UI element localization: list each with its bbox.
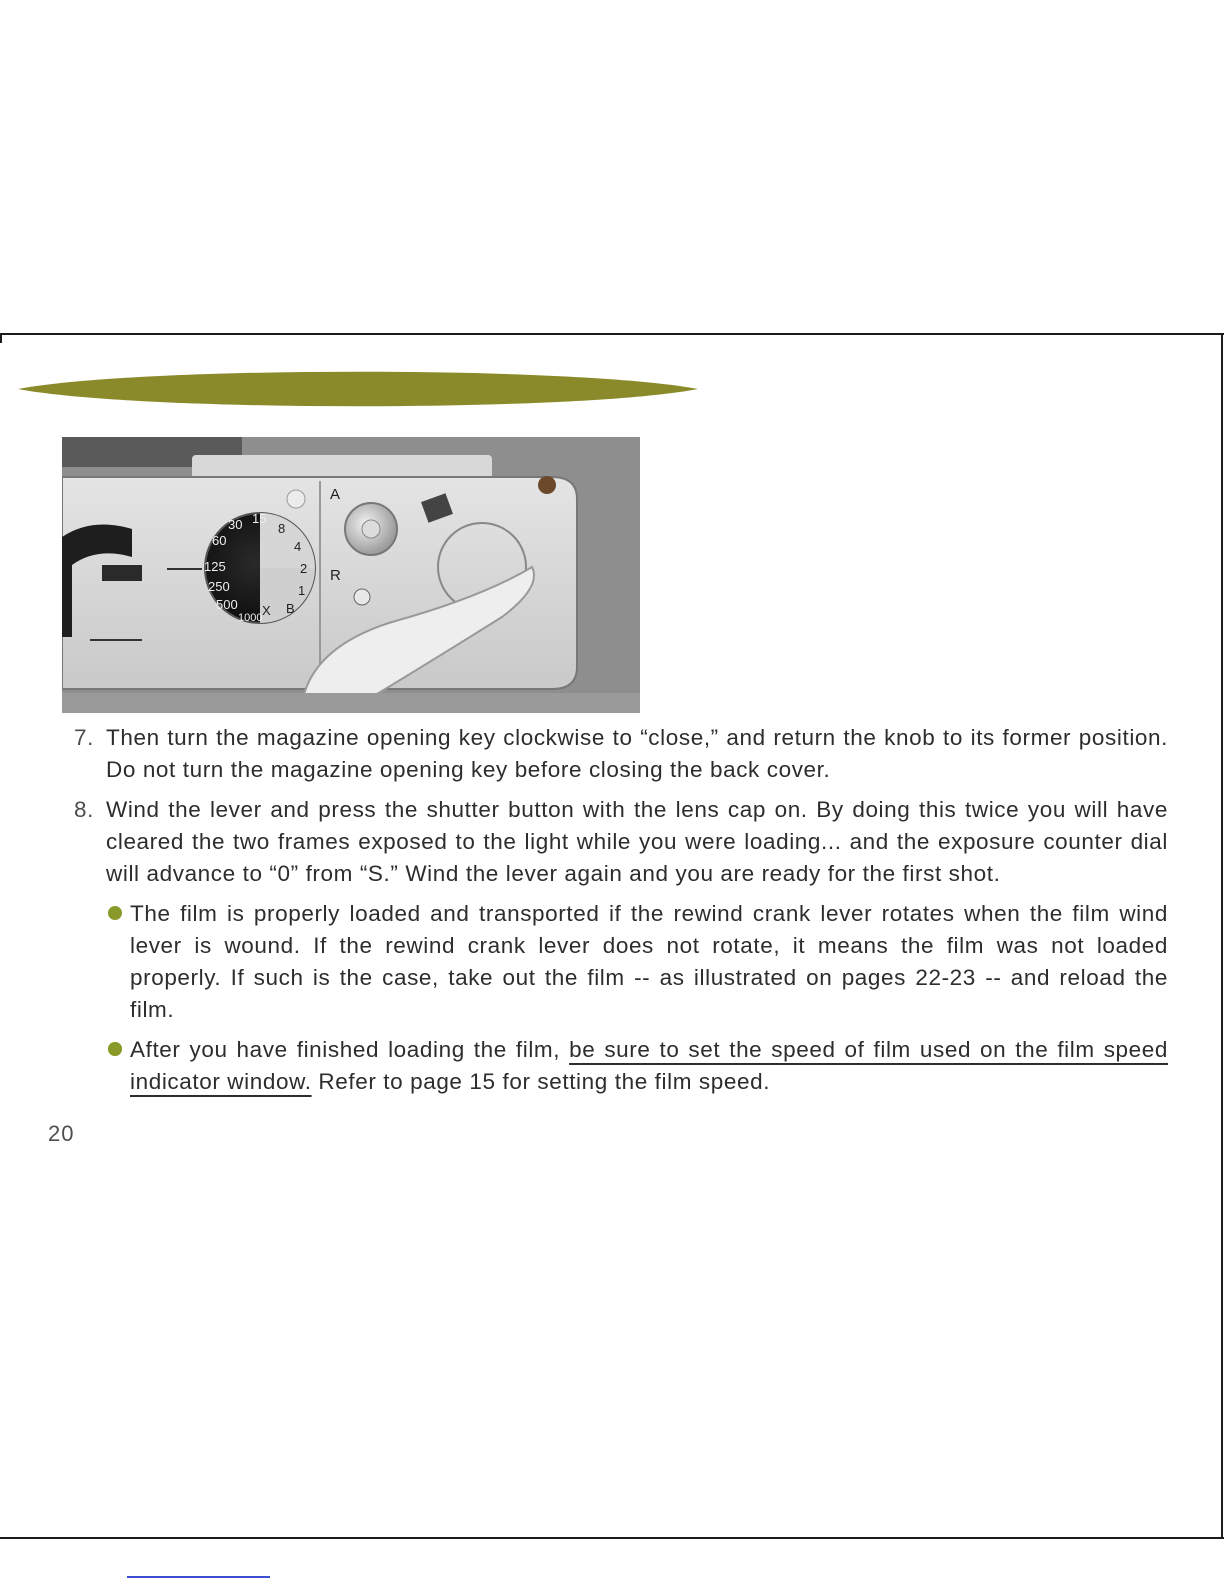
dial-label: 250 [208,579,230,594]
dial-label: 15 [252,511,267,526]
dial-label: 1 [298,583,306,598]
page-right-border [1221,333,1223,1539]
dial-label: 30 [228,517,243,532]
note-text-after: Refer to page 15 for setting the film speed. [318,1069,771,1094]
step-text: Then turn the magazine opening key clockwise to “close,” and return the knob to its former position. Do not turn the magazine opening key before closing the back cover. [106,725,1168,782]
page-left-border-tick [0,333,2,343]
step-number: 7. [74,725,94,750]
page-bottom-border [0,1537,1224,1539]
dial-label: 60 [212,533,227,548]
dial-label: X [262,603,271,618]
side-label-a: A [330,486,341,503]
dial-label: B [286,601,295,616]
instructions [74,722,1168,1106]
dial-label: 4 [294,539,302,554]
note-text-underlined: be sure to set the speed of film used on the film speed indicator window. [130,1037,1168,1094]
dial-label: 8 [278,521,286,536]
page-top-border [0,333,1224,335]
dial-label: 500 [216,597,238,612]
section-banner [18,366,698,412]
dial-label: 1000 [238,612,263,624]
camera-top-photo [62,437,640,713]
note-rewind-check [74,898,1168,1026]
note-text: The film is properly loaded and transported if the rewind crank lever rotates when the film wind lever is wound. If the rewind crank lever does not rotate, it means the film was not loaded properly. If such is the case, take out the film -- as illustrated on pages 22-23 -- and reload the film. [130,901,1168,1022]
step-8 [74,794,1168,890]
bullet-dot-icon [108,906,122,920]
step-7 [74,722,1168,786]
note-text-before: After you have finished loading the film, [130,1037,561,1062]
page-edge-mark [127,1576,270,1578]
note-film-speed [74,1034,1168,1098]
dial-label: 2 [300,561,308,576]
camera-illustration [62,437,640,713]
page-number: 20 [48,1121,75,1146]
step-number: 8. [74,797,94,822]
bullet-dot-icon [108,1042,122,1056]
banner-leaf-shape [18,372,698,407]
side-label-r: R [330,567,341,584]
step-text: Wind the lever and press the shutter button with the lens cap on. By doing this twice you will have cleared the two frames exposed to the light while you were loading... and the exposure counter dial will advance to “0” from “S.” Wind the lever again and you are ready for the first shot. [106,797,1168,886]
dial-label: 125 [204,559,226,574]
